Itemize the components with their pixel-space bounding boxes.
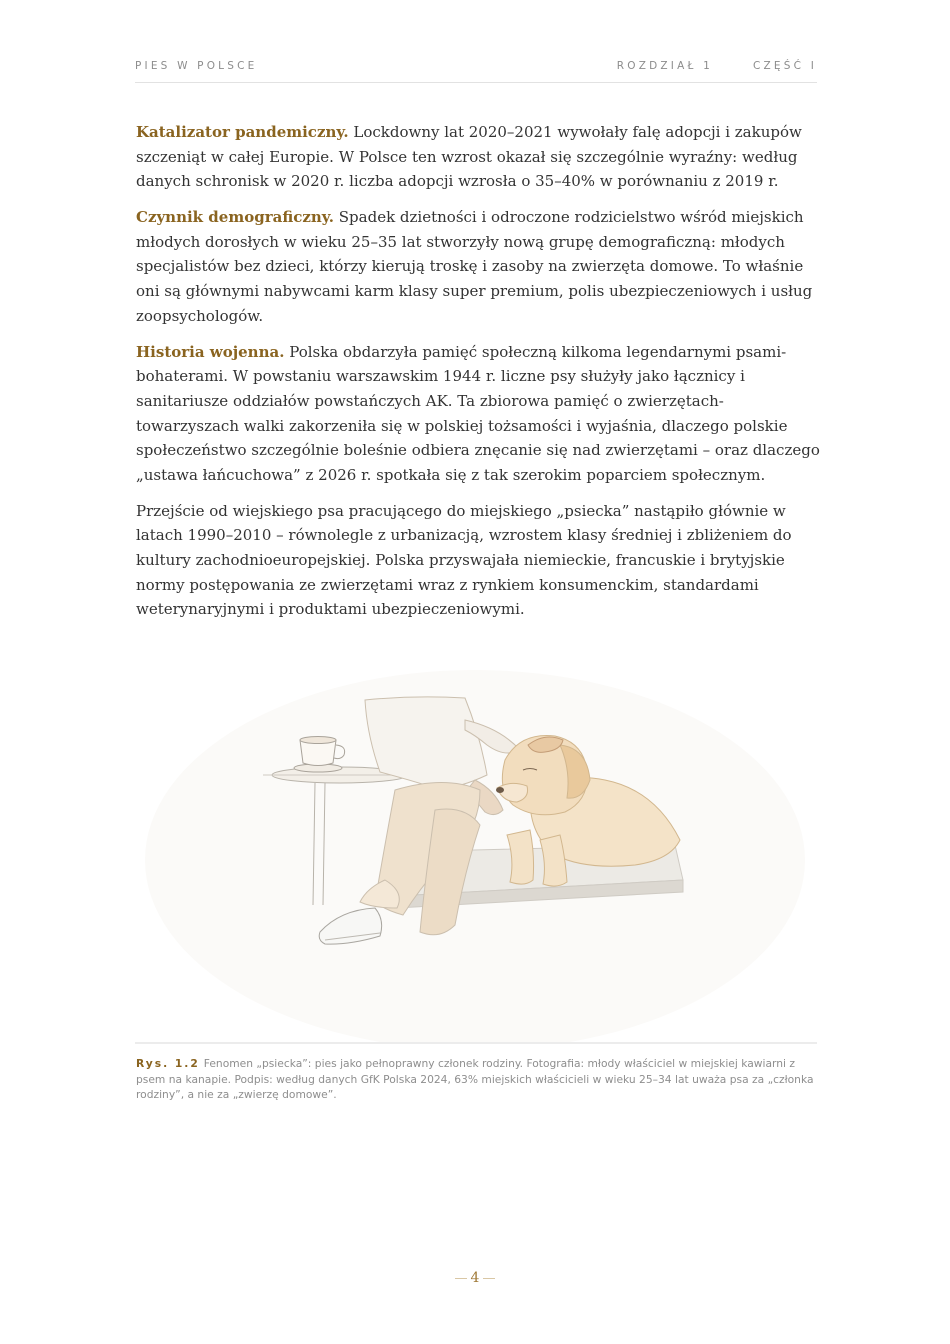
chapter-label: ROZDZIAŁ 1 [616,60,713,72]
page-number: 4 [470,1270,480,1286]
paragraph-text: Spadek dzietności i odroczone rodzicielstwo wśród miejskich młodych dorosłych w wieku 25–35 lat stworzyły nową grupę demograficzną: młodych specjalistów bez dzieci, którzy kierują troskę i zasoby na zwierzęta domowe. To właśnie oni są głównymi nabywcami karm klasy super premium, polis ubezpieczeniowych i usług zoopsychologów. [136,208,813,325]
footer-dash-left [455,1278,467,1279]
paragraph-text: Przejście od wiejskiego psa pracującego do miejskiego „psiecka” nastąpiło głównie w latach 1990–2010 – równolegle z urbanizacją, wzrostem klasy średniej i zbliżeniem do kultury zachodnioeuropejskiej. Polska przyswajała niemieckie, francuskie i brytyjskie normy postępowania ze zwierzętami wraz z rynkiem konsumenckim, standardami weterynaryjnymi i produktami ubezpieczeniowymi. [136,501,792,619]
paragraph-lead: Czynnik demograficzny. [136,208,334,227]
page-footer [0,1270,950,1286]
paragraph-transition [136,499,820,622]
paragraph-lead: Katalizator pandemiczny. [136,123,349,141]
chapter-part [617,60,817,72]
running-header [135,58,817,83]
paragraph-demographic [136,205,820,328]
body-text [136,120,820,633]
figure-divider [135,1042,817,1044]
figure-illustration [135,640,817,1042]
paragraph-war-history [136,340,820,488]
paragraph-pandemic [136,120,820,194]
paragraph-lead: Historia wojenna. [136,342,285,361]
caption-text: Fenomen „psiecka”: pies jako pełnoprawny członek rodziny. Fotografia: młody właściciel w miejskiej kawiarni z psem na kanapie. Podpis: według danych GfK Polska 2024, 63% miejskich właścicieli w wieku 25–34 lat uważa psa za „członka rodziny”, a nie za „zwierzę domowe”. [136,1057,814,1101]
paragraph-text: Lockdowny lat 2020–2021 wywołały falę adopcji i zakupów szczeniąt w całej Europie. W Polsce ten wzrost okazał się szczególnie wyraźny: według danych schronisk w 2020 r. liczba adopcji wzrosła o 35–40% w porównaniu z 2019 r. [136,123,802,191]
paragraph-text: Polska obdarzyła pamięć społeczną kilkoma legendarnymi psami-bohaterami. W powstaniu warszawskim 1944 r. liczne psy służyły jako łącznicy i sanitariusze oddziałów powstańczych AK. Ta zbiorowa pamięć o zwierzętach-towarzyszach walki zakorzeniła się w polskiej tożsamości i wyjaśnia, dlaczego polskie społeczeństwo szczególnie boleśnie odbiera znęcanie się nad zwierzętami – oraz dlaczego „ustawa łańcuchowa” z 2026 r. spotkała się z tak szerokim poparciem społecznym. [136,342,820,484]
footer-dash-right [483,1278,495,1279]
book-title: PIES W POLSCE [135,60,258,72]
figure-caption [136,1056,820,1103]
caption-label: Rys. 1.2 [136,1057,200,1070]
part-label: CZĘŚĆ I [753,60,817,72]
